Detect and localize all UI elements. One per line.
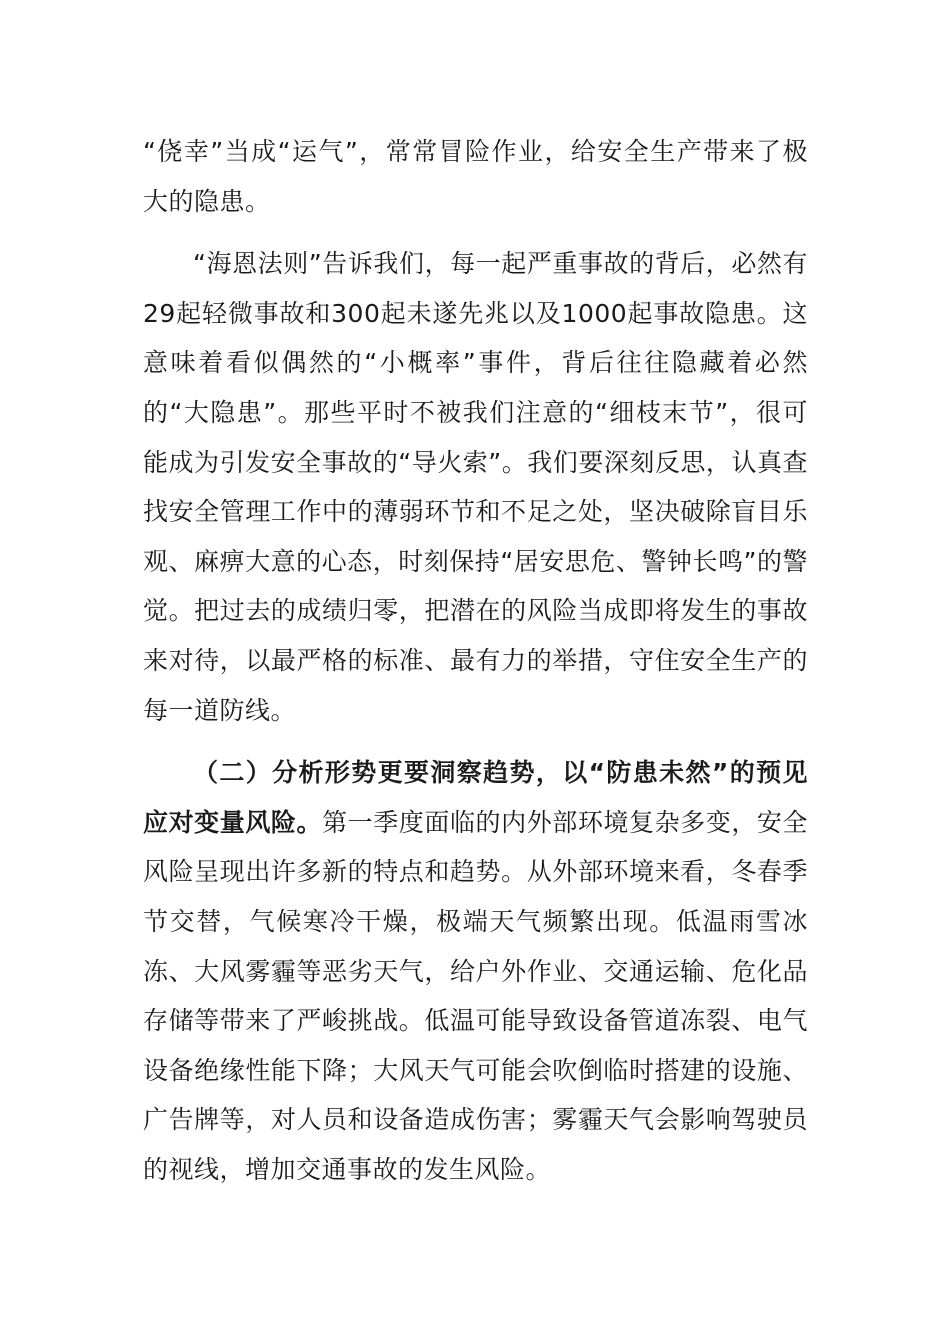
paragraph-heinrich-law: “海恩法则”告诉我们，每一起严重事故的背后，必然有29起轻微事故和300起未遂先兆以及1000起事故隐患。这意味着看似偶然的“小概率”事件，背后往往隐藏着必然的“大隐患”。那些平时不被我们注意的“细枝末节”，很可能成为引发安全事故的“导火索”。我们要深刻反思，认真查找安全管理工作中的薄弱环节和不足之处，坚决破除盲目乐观、麻痹大意的心态，时刻保持“居安思危、警钟长鸣”的警觉。把过去的成绩归零，把潜在的风险当成即将发生的事故来对待，以最严格的标准、最有力的举措，守住安全生产的每一道防线。: [143, 249, 808, 725]
section-body: 第一季度面临的内外部环境复杂多变，安全风险呈现出许多新的特点和趋势。从外部环境来看，冬春季节交替，气候寒冷干燥，极端天气频繁出现。低温雨雪冰冻、大风雾霾等恶劣天气，给户外作业、交通运输、危化品存储等带来了严峻挑战。低温可能导致设备管道冻裂、电气设备绝缘性能下降；大风天气可能会吹倒临时搭建的设施、广告牌等，对人员和设备造成伤害；雾霾天气会影响驾驶员的视线，增加交通事故的发生风险。: [143, 807, 808, 1184]
document-body: [143, 127, 808, 1194]
section-heading: （二）分析形势更要洞察趋势，以“防患未然”的预见应对变量风险。: [143, 758, 808, 837]
paragraph-section-two: [143, 748, 808, 1194]
paragraph-continuation: “侥幸”当成“运气”，常常冒险作业，给安全生产带来了极大的隐患。: [143, 137, 808, 216]
